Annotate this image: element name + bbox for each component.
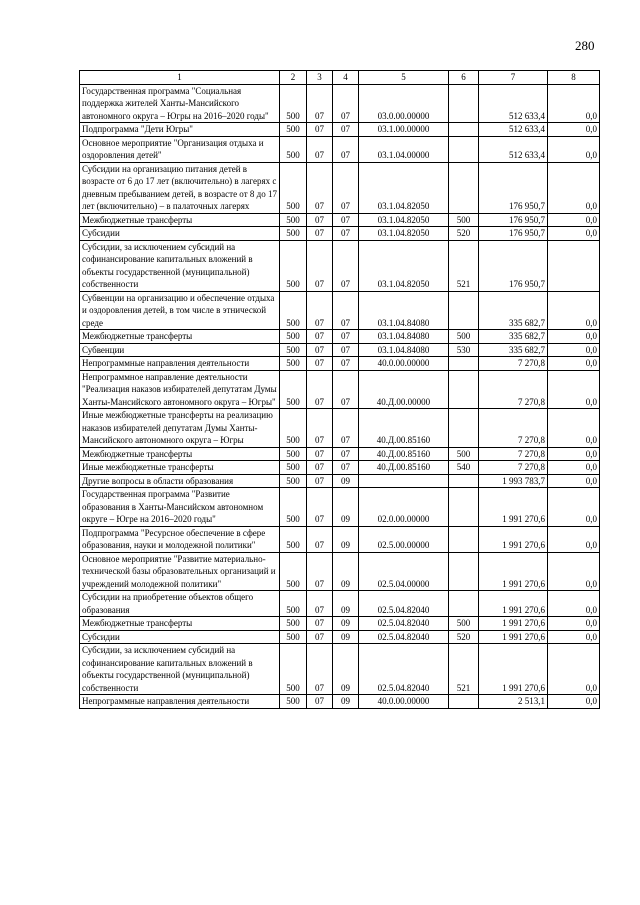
table-cell-col2: 500 xyxy=(280,162,307,213)
table-cell-col4: 07 xyxy=(333,370,359,409)
table-cell-col5: 03.1.04.82050 xyxy=(359,227,449,241)
table-cell-col6: 521 xyxy=(449,240,479,291)
table-cell-col6 xyxy=(449,357,479,371)
table-cell-col7: 335 682,7 xyxy=(479,291,548,330)
table-cell-col3: 07 xyxy=(307,291,333,330)
table-cell-col1: Иные межбюджетные трансферты на реализацию наказов избирателей депутатам Думы Ханты-Мансийского автономного округа – Югры xyxy=(80,409,280,448)
table-cell-col3: 07 xyxy=(307,695,333,709)
column-header-7: 7 xyxy=(479,71,548,85)
table-cell-col2: 500 xyxy=(280,291,307,330)
table-cell-col3: 07 xyxy=(307,136,333,162)
table-cell-col1: Межбюджетные трансферты xyxy=(80,213,280,227)
table-cell-col6 xyxy=(449,162,479,213)
table-cell-col1: Субсидии на организацию питания детей в возрасте от 6 до 17 лет (включительно) в лагерях с дневным пребыванием детей, в возрасте от 8 до 17 лет (включительно) – в палаточных лагерях xyxy=(80,162,280,213)
table-cell-col6: 530 xyxy=(449,343,479,357)
table-cell-col4: 09 xyxy=(333,695,359,709)
table-cell-col8: 0,0 xyxy=(548,84,600,123)
table-cell-col8: 0,0 xyxy=(548,644,600,695)
table-cell-col4: 07 xyxy=(333,357,359,371)
table-cell-col2: 500 xyxy=(280,552,307,591)
table-cell-col7: 176 950,7 xyxy=(479,162,548,213)
table-cell-col7: 512 633,4 xyxy=(479,123,548,137)
table-cell-col3: 07 xyxy=(307,526,333,552)
table-cell-col5: 03.1.04.84080 xyxy=(359,343,449,357)
table-cell-col2: 500 xyxy=(280,644,307,695)
table-row xyxy=(80,630,600,644)
table-cell-col3: 07 xyxy=(307,552,333,591)
table-cell-col6: 500 xyxy=(449,330,479,344)
table-cell-col8: 0,0 xyxy=(548,162,600,213)
table-cell-col6: 521 xyxy=(449,644,479,695)
table-cell-col6: 500 xyxy=(449,617,479,631)
table-row xyxy=(80,291,600,330)
table-cell-col2: 500 xyxy=(280,370,307,409)
table-cell-col3: 07 xyxy=(307,461,333,475)
table-cell-col1: Субсидии, за исключением субсидий на софинансирование капитальных вложений в объекты государственной (муниципальной) собственности xyxy=(80,240,280,291)
table-cell-col5: 02.5.04.82040 xyxy=(359,591,449,617)
table-cell-col4: 07 xyxy=(333,291,359,330)
table-cell-col2: 500 xyxy=(280,630,307,644)
table-row xyxy=(80,409,600,448)
table-cell-col4: 09 xyxy=(333,552,359,591)
column-header-1: 1 xyxy=(80,71,280,85)
table-cell-col1: Межбюджетные трансферты xyxy=(80,447,280,461)
table-cell-col2: 500 xyxy=(280,617,307,631)
table-cell-col7: 1 991 270,6 xyxy=(479,552,548,591)
table-cell-col3: 07 xyxy=(307,617,333,631)
table-row xyxy=(80,552,600,591)
table-row xyxy=(80,461,600,475)
table-row xyxy=(80,136,600,162)
table-row xyxy=(80,370,600,409)
table-cell-col8: 0,0 xyxy=(548,591,600,617)
table-cell-col3: 07 xyxy=(307,409,333,448)
table-cell-col7: 1 991 270,6 xyxy=(479,526,548,552)
table-cell-col2: 500 xyxy=(280,409,307,448)
table-cell-col1: Субсидии xyxy=(80,630,280,644)
table-cell-col7: 512 633,4 xyxy=(479,84,548,123)
table-cell-col7: 7 270,8 xyxy=(479,461,548,475)
table-cell-col7: 2 513,1 xyxy=(479,695,548,709)
table-cell-col7: 1 991 270,6 xyxy=(479,591,548,617)
table-cell-col8: 0,0 xyxy=(548,617,600,631)
table-cell-col8: 0,0 xyxy=(548,343,600,357)
table-cell-col5: 02.0.00.00000 xyxy=(359,488,449,527)
table-cell-col2: 500 xyxy=(280,343,307,357)
table-cell-col7: 1 993 783,7 xyxy=(479,474,548,488)
table-cell-col4: 07 xyxy=(333,330,359,344)
column-header-4: 4 xyxy=(333,71,359,85)
table-row xyxy=(80,240,600,291)
table-cell-col3: 07 xyxy=(307,240,333,291)
table-header xyxy=(80,71,600,85)
table-cell-col5: 02.5.00.00000 xyxy=(359,526,449,552)
table-row xyxy=(80,695,600,709)
table-cell-col3: 07 xyxy=(307,488,333,527)
table-cell-col7: 1 991 270,6 xyxy=(479,630,548,644)
table-row xyxy=(80,330,600,344)
table-cell-col6 xyxy=(449,123,479,137)
table-cell-col2: 500 xyxy=(280,123,307,137)
table-cell-col4: 09 xyxy=(333,474,359,488)
table-body xyxy=(80,84,600,708)
table-row xyxy=(80,357,600,371)
table-cell-col7: 7 270,8 xyxy=(479,370,548,409)
table-cell-col7: 1 991 270,6 xyxy=(479,488,548,527)
table-cell-col3: 07 xyxy=(307,474,333,488)
table-cell-col8: 0,0 xyxy=(548,461,600,475)
table-cell-col7: 176 950,7 xyxy=(479,213,548,227)
table-cell-col6 xyxy=(449,84,479,123)
table-cell-col4: 09 xyxy=(333,591,359,617)
table-cell-col3: 07 xyxy=(307,330,333,344)
table-cell-col5: 40.Д.00.85160 xyxy=(359,447,449,461)
table-cell-col1: Субсидии xyxy=(80,227,280,241)
table-cell-col5: 40.Д.00.85160 xyxy=(359,409,449,448)
table-cell-col4: 07 xyxy=(333,447,359,461)
table-cell-col8: 0,0 xyxy=(548,695,600,709)
table-cell-col4: 09 xyxy=(333,488,359,527)
table-cell-col7: 7 270,8 xyxy=(479,409,548,448)
table-cell-col6: 520 xyxy=(449,630,479,644)
table-cell-col1: Непрограммные направления деятельности xyxy=(80,695,280,709)
header-row xyxy=(80,71,600,85)
table-row xyxy=(80,123,600,137)
table-cell-col5: 03.1.04.84080 xyxy=(359,291,449,330)
table-cell-col2: 500 xyxy=(280,474,307,488)
table-cell-col4: 07 xyxy=(333,84,359,123)
table-cell-col1: Основное мероприятие "Развитие материально-технической базы образовательных организаций и учреждений молодежной политики" xyxy=(80,552,280,591)
table-row xyxy=(80,644,600,695)
table-cell-col1: Государственная программа "Социальная поддержка жителей Ханты-Мансийского автономного округа – Югры на 2016–2020 годы" xyxy=(80,84,280,123)
table-cell-col4: 07 xyxy=(333,409,359,448)
table-cell-col6 xyxy=(449,370,479,409)
table-cell-col5: 03.1.04.00000 xyxy=(359,136,449,162)
table-cell-col6 xyxy=(449,591,479,617)
table-cell-col3: 07 xyxy=(307,630,333,644)
table-cell-col7: 7 270,8 xyxy=(479,447,548,461)
table-cell-col1: Иные межбюджетные трансферты xyxy=(80,461,280,475)
table-cell-col6: 500 xyxy=(449,213,479,227)
table-cell-col7: 176 950,7 xyxy=(479,227,548,241)
table-cell-col7: 512 633,4 xyxy=(479,136,548,162)
table-row xyxy=(80,591,600,617)
table-cell-col2: 500 xyxy=(280,136,307,162)
table-cell-col4: 07 xyxy=(333,213,359,227)
table-cell-col3: 07 xyxy=(307,357,333,371)
table-row xyxy=(80,84,600,123)
table-cell-col3: 07 xyxy=(307,644,333,695)
table-cell-col5: 02.5.04.00000 xyxy=(359,552,449,591)
table-cell-col5: 03.0.00.00000 xyxy=(359,84,449,123)
table-cell-col5: 03.1.04.82050 xyxy=(359,213,449,227)
table-cell-col4: 09 xyxy=(333,617,359,631)
table-cell-col8: 0,0 xyxy=(548,330,600,344)
table-row xyxy=(80,474,600,488)
budget-table xyxy=(79,70,600,709)
column-header-2: 2 xyxy=(280,71,307,85)
table-cell-col8: 0,0 xyxy=(548,630,600,644)
column-header-8: 8 xyxy=(548,71,600,85)
table-cell-col2: 500 xyxy=(280,695,307,709)
table-cell-col6 xyxy=(449,526,479,552)
table-cell-col4: 07 xyxy=(333,136,359,162)
table-cell-col6 xyxy=(449,409,479,448)
column-header-6: 6 xyxy=(449,71,479,85)
table-cell-col4: 09 xyxy=(333,644,359,695)
table-cell-col6 xyxy=(449,552,479,591)
table-cell-col1: Субвенции xyxy=(80,343,280,357)
table-cell-col8: 0,0 xyxy=(548,409,600,448)
table-cell-col5: 03.1.04.82050 xyxy=(359,162,449,213)
table-cell-col4: 07 xyxy=(333,227,359,241)
table-cell-col7: 335 682,7 xyxy=(479,343,548,357)
table-cell-col8: 0,0 xyxy=(548,552,600,591)
table-cell-col6 xyxy=(449,136,479,162)
table-cell-col8 xyxy=(548,240,600,291)
table-cell-col1: Подпрограмма "Дети Югры" xyxy=(80,123,280,137)
table-cell-col2: 500 xyxy=(280,227,307,241)
table-cell-col3: 07 xyxy=(307,123,333,137)
table-cell-col8: 0,0 xyxy=(548,123,600,137)
table-cell-col3: 07 xyxy=(307,370,333,409)
table-cell-col5: 03.1.04.82050 xyxy=(359,240,449,291)
table-cell-col3: 07 xyxy=(307,84,333,123)
table-cell-col8: 0,0 xyxy=(548,447,600,461)
table-cell-col1: Государственная программа "Развитие образования в Ханты-Мансийском автономном округе – Югре на 2016–2020 годы" xyxy=(80,488,280,527)
table-cell-col5 xyxy=(359,474,449,488)
table-cell-col4: 07 xyxy=(333,240,359,291)
table-cell-col6 xyxy=(449,474,479,488)
table-cell-col5: 40.Д.00.85160 xyxy=(359,461,449,475)
table-cell-col2: 500 xyxy=(280,84,307,123)
table-cell-col2: 500 xyxy=(280,213,307,227)
page-number: 280 xyxy=(575,38,595,53)
table-cell-col4: 07 xyxy=(333,162,359,213)
table-cell-col5: 40.Д.00.00000 xyxy=(359,370,449,409)
table-cell-col3: 07 xyxy=(307,591,333,617)
table-cell-col8: 0,0 xyxy=(548,370,600,409)
table-cell-col1: Непрограммное направление деятельности "Реализация наказов избирателей депутатам Думы Ханты-Мансийского автономного округа – Югры" xyxy=(80,370,280,409)
table-cell-col5: 40.0.00.00000 xyxy=(359,357,449,371)
table-cell-col3: 07 xyxy=(307,213,333,227)
table-cell-col4: 07 xyxy=(333,123,359,137)
table-cell-col2: 500 xyxy=(280,488,307,527)
table-cell-col6 xyxy=(449,291,479,330)
table-cell-col7: 7 270,8 xyxy=(479,357,548,371)
table-cell-col3: 07 xyxy=(307,343,333,357)
table-cell-col3: 07 xyxy=(307,227,333,241)
table-cell-col7: 1 991 270,6 xyxy=(479,617,548,631)
table-cell-col8: 0,0 xyxy=(548,227,600,241)
table-cell-col1: Субсидии на приобретение объектов общего образования xyxy=(80,591,280,617)
table-cell-col6: 520 xyxy=(449,227,479,241)
table-cell-col5: 03.1.00.00000 xyxy=(359,123,449,137)
column-header-5: 5 xyxy=(359,71,449,85)
table-cell-col2: 500 xyxy=(280,330,307,344)
table-row xyxy=(80,617,600,631)
table-row xyxy=(80,343,600,357)
table-cell-col4: 07 xyxy=(333,343,359,357)
table-row xyxy=(80,447,600,461)
table-cell-col8: 0,0 xyxy=(548,488,600,527)
table-cell-col4: 09 xyxy=(333,630,359,644)
table-cell-col2: 500 xyxy=(280,447,307,461)
table-cell-col1: Субсидии, за исключением субсидий на софинансирование капитальных вложений в объекты государственной (муниципальной) собственности xyxy=(80,644,280,695)
table-cell-col8: 0,0 xyxy=(548,526,600,552)
table-cell-col8: 0,0 xyxy=(548,357,600,371)
table-cell-col2: 500 xyxy=(280,357,307,371)
column-header-3: 3 xyxy=(307,71,333,85)
table-cell-col6 xyxy=(449,695,479,709)
table-cell-col1: Другие вопросы в области образования xyxy=(80,474,280,488)
table-cell-col2: 500 xyxy=(280,526,307,552)
table-row xyxy=(80,213,600,227)
table-cell-col5: 02.5.04.82040 xyxy=(359,630,449,644)
table-row xyxy=(80,488,600,527)
table-cell-col6: 540 xyxy=(449,461,479,475)
table-cell-col1: Межбюджетные трансферты xyxy=(80,617,280,631)
table-cell-col5: 02.5.04.82040 xyxy=(359,644,449,695)
table-cell-col1: Основное мероприятие "Организация отдыха и оздоровления детей" xyxy=(80,136,280,162)
table-row xyxy=(80,162,600,213)
table-cell-col1: Подпрограмма "Ресурсное обеспечение в сфере образования, науки и молодежной политики" xyxy=(80,526,280,552)
table-cell-col2: 500 xyxy=(280,591,307,617)
table-cell-col2: 500 xyxy=(280,240,307,291)
table-cell-col7: 1 991 270,6 xyxy=(479,644,548,695)
table-cell-col5: 02.5.04.82040 xyxy=(359,617,449,631)
table-cell-col3: 07 xyxy=(307,162,333,213)
table-cell-col1: Непрограммные направления деятельности xyxy=(80,357,280,371)
table-cell-col2: 500 xyxy=(280,461,307,475)
table-cell-col8: 0,0 xyxy=(548,474,600,488)
table-cell-col7: 335 682,7 xyxy=(479,330,548,344)
table-row xyxy=(80,227,600,241)
table-cell-col7: 176 950,7 xyxy=(479,240,548,291)
table-cell-col8: 0,0 xyxy=(548,213,600,227)
table-cell-col4: 09 xyxy=(333,526,359,552)
table-cell-col3: 07 xyxy=(307,447,333,461)
table-cell-col5: 03.1.04.84080 xyxy=(359,330,449,344)
table-cell-col8: 0,0 xyxy=(548,291,600,330)
table-row xyxy=(80,526,600,552)
table-cell-col1: Субвенции на организацию и обеспечение отдыха и оздоровления детей, в том числе в этнической среде xyxy=(80,291,280,330)
table-cell-col4: 07 xyxy=(333,461,359,475)
table-cell-col5: 40.0.00.00000 xyxy=(359,695,449,709)
table-cell-col6: 500 xyxy=(449,447,479,461)
table-cell-col8: 0,0 xyxy=(548,136,600,162)
table-cell-col6 xyxy=(449,488,479,527)
table-cell-col1: Межбюджетные трансферты xyxy=(80,330,280,344)
